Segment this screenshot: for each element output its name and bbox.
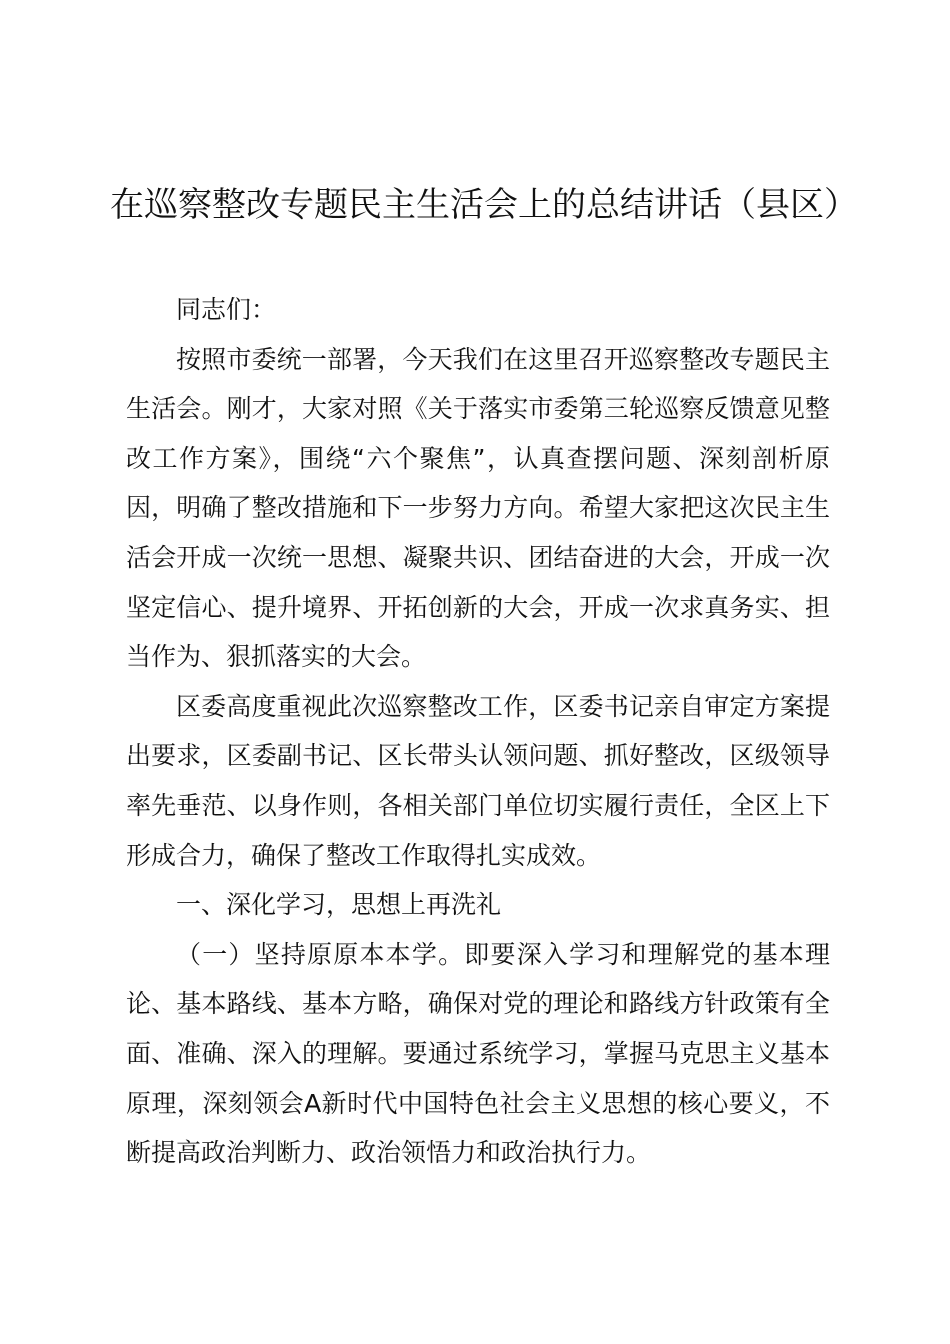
paragraph-intro: 按照市委统一部署，今天我们在这里召开巡察整改专题民主生活会。刚才，大家对照《关于落实市委第三轮巡察反馈意见整改工作方案》，围绕“六个聚焦”，认真查摆问题、深刻剖析原因，明确了整改措施和下一步努力方向。希望大家把这次民主生活会开成一次统一思想、凝聚共识、团结奋进的大会，开成一次坚定信心、提升境界、开拓创新的大会，开成一次求真务实、担当作为、狠抓落实的大会。 [126,344,830,672]
document-title: 在巡察整改专题民主生活会上的总结讲话（县区） [110,185,858,225]
document-body [126,285,830,1178]
salutation: 同志们： [176,295,277,324]
section-heading: 一、深化学习，思想上再洗礼 [176,890,502,920]
paragraph-rectification: 区委高度重视此次巡察整改工作，区委书记亲自审定方案提出要求，区委副书记、区长带头认领问题、抓好整改，区级领导率先垂范、以身作则，各相关部门单位切实履行责任，全区上下形成合力，确保了整改工作取得扎实成效。 [126,691,830,870]
paragraph-study: （一）坚持原原本本学。即要深入学习和理解党的基本理论、基本路线、基本方略，确保对党的理论和路线方针政策有全面、准确、深入的理解。要通过系统学习，掌握马克思主义基本原理，深刻领会A新时代中国特色社会主义思想的核心要义，不断提高政治判断力、政治领悟力和政治执行力。 [126,939,830,1168]
